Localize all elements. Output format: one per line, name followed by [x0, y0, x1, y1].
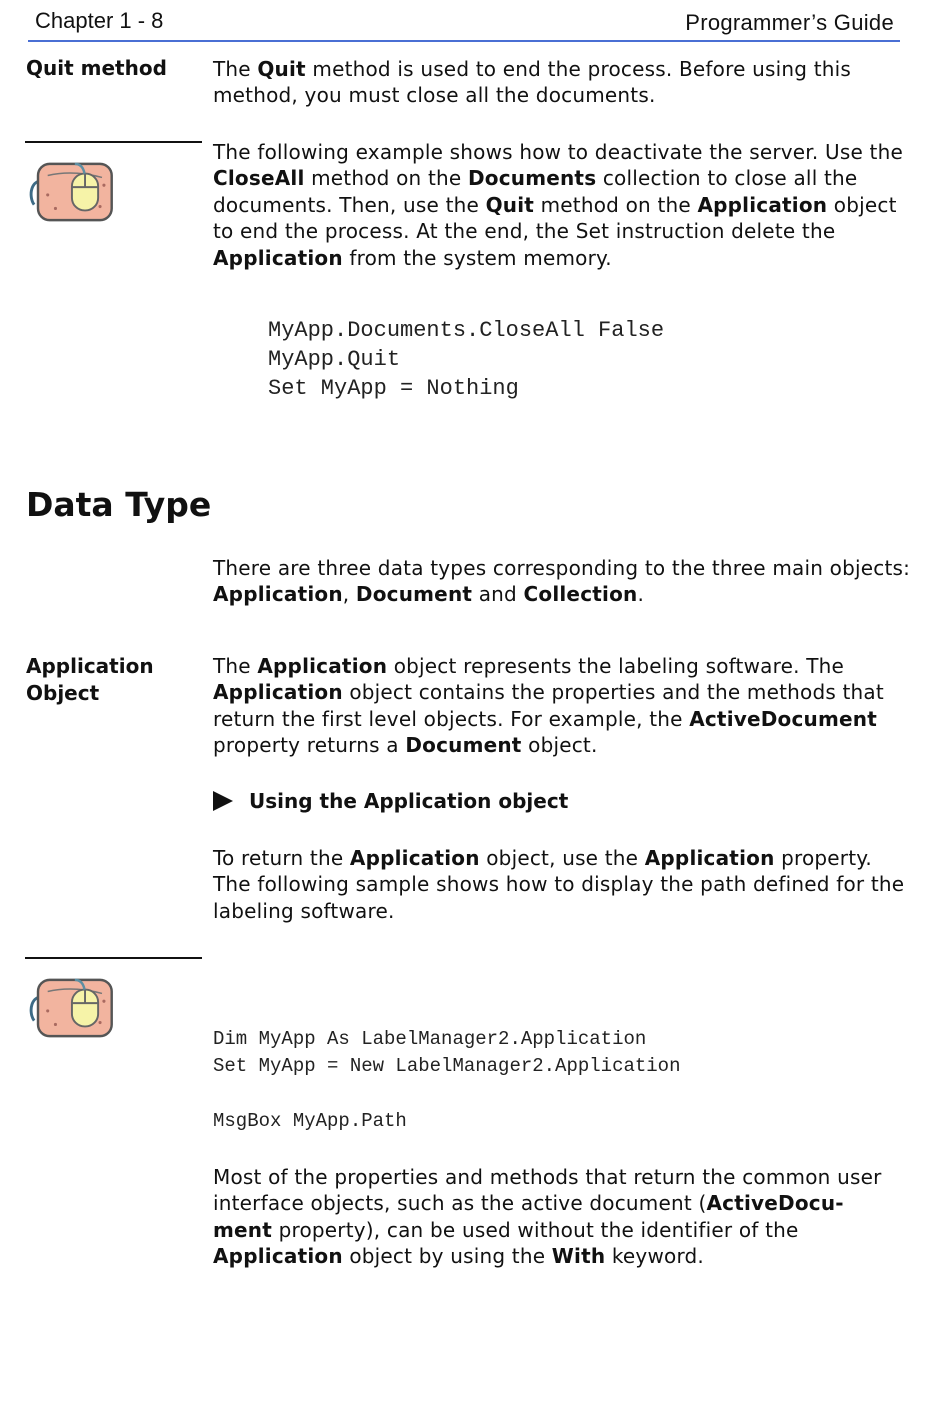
bold-term: Collection: [523, 582, 638, 607]
mouse-example-icon: [25, 160, 115, 224]
bold-term: Documents: [467, 166, 597, 191]
guide-title: Programmer’s Guide: [685, 10, 894, 35]
bold-term: With: [551, 1244, 606, 1269]
triangle-bullet-icon: [213, 791, 233, 811]
application-object-description: The Application object represents the labeling software. The Application object contains the properties and the methods that return the first level objects. For example, the ActiveDocument property returns a Document object.: [213, 654, 884, 758]
bold-term: CloseAll: [213, 166, 305, 191]
data-type-heading: Data Type: [26, 485, 212, 524]
bold-term: Document: [405, 733, 522, 758]
example-divider: [25, 141, 202, 143]
bold-term: ActiveDocument: [689, 706, 877, 731]
bold-term: Application: [697, 192, 828, 217]
bold-term: Document: [355, 582, 473, 607]
quit-example-paragraph: The following example shows how to deactivate the server. Use the CloseAll method on the Documents collection to close all the documents. Then, use the Quit method on the Application object to end the process. At the end, the Set instruction delete the Application from the system memory.: [213, 140, 903, 270]
application-object-label: Application Object: [26, 654, 154, 705]
quit-code-block: MyApp.Documents.CloseAll False MyApp.Quit Set MyApp = Nothing: [268, 318, 665, 401]
bold-term: Quit: [485, 192, 535, 217]
application-usage-paragraph: To return the Application object, use the Application property. The following sample shows how to display the path defined for the labeling software.: [213, 846, 905, 923]
example-divider-2: [25, 957, 202, 959]
mouse-example-icon-2: [25, 976, 115, 1040]
chapter-label: Chapter 1 - 8: [35, 8, 164, 33]
quit-method-label: Quit method: [26, 56, 167, 80]
quit-intro-paragraph: The Quit method is used to end the process. Before using this method, you must close all the documents.: [213, 57, 852, 108]
declare-app-code: Dim MyApp As LabelManager2.Application Set MyApp = New LabelManager2.Application: [213, 1028, 681, 1077]
bold-term: Application: [213, 582, 343, 607]
data-type-intro-paragraph: There are three data types corresponding to the three main objects: Application, Document and Collection.: [213, 556, 911, 607]
with-keyword-paragraph: Most of the properties and methods that return the common user interface objects, such as the active document (ActiveDocu- ment property), can be used without the identifier of the Application object by using the With keyword.: [213, 1165, 882, 1269]
bullet-text: Using the Application object: [249, 789, 569, 813]
bold-term: Application: [213, 245, 343, 270]
using-application-bullet: [213, 789, 568, 813]
bold-term: Quit: [257, 57, 306, 81]
bold-term: Application: [213, 1244, 343, 1269]
bold-term: Application: [213, 680, 343, 705]
bold-term: Application: [349, 846, 480, 870]
bold-term: Application: [257, 654, 388, 678]
page-header: [28, 0, 900, 42]
bold-term: ActiveDocu- ment: [213, 1191, 844, 1242]
msgbox-code: MsgBox MyApp.Path: [213, 1110, 407, 1132]
bold-term: Application: [644, 846, 775, 870]
